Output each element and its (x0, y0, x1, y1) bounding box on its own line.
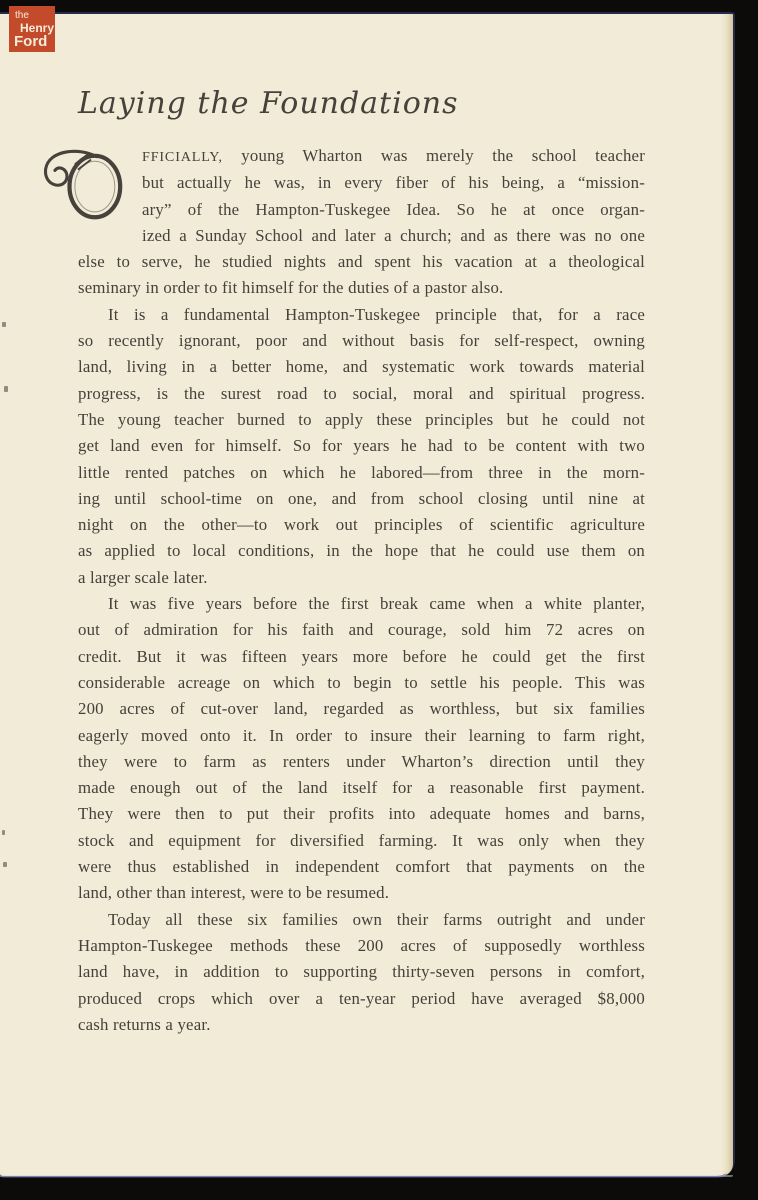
text-line: cash returns a year. (78, 1014, 211, 1034)
text-line: eagerly moved onto it. In order to insure their learning to farm right, (78, 725, 645, 745)
page-title: Laying the Foundations (78, 86, 459, 121)
text-line: land, other than interest, were to be resumed. (78, 883, 390, 903)
text-line: The young teacher burned to apply these principles but he could not (78, 409, 645, 429)
text-line: little rented patches on which he labored—from three in the morn- (78, 462, 645, 482)
text-line: progress, is the surest road to social, moral and spiritual progress. (78, 383, 645, 403)
text-line: Today all these six families own their farms outright and under (108, 909, 645, 929)
text-line: ing until school-time on one, and from school closing until nine at (78, 488, 645, 508)
text-line: It was five years before the first break came when a white planter, (108, 594, 645, 614)
text-line: FFICIALLY, young Wharton was merely the school teacher (142, 146, 645, 165)
henry-ford-logo (9, 6, 55, 52)
logo-word-ford: Ford (14, 33, 48, 50)
text-line: stock and equipment for diversified farming. It was only when they (78, 830, 645, 850)
paragraph (78, 907, 645, 1038)
text-line: considerable acreage on which to begin to settle his people. This was (78, 672, 645, 692)
lead-word: FFICIALLY, (142, 149, 223, 165)
logo-word-henry: Henry (20, 21, 55, 35)
text-line: but actually he was, in every fiber of his being, a “mission- (142, 173, 645, 193)
text-line: night on the other—to work out principles of scientific agriculture (78, 515, 645, 535)
page-body (78, 143, 645, 1038)
text-line: It is a fundamental Hampton-Tuskegee principle that, for a race (108, 304, 645, 324)
text-line: land, living in a better home, and systematic work towards material (78, 357, 645, 377)
paragraph (78, 302, 645, 591)
text-line: else to serve, he studied nights and spent his vacation at a theological (78, 252, 645, 272)
text-line: a larger scale later. (78, 567, 208, 587)
logo-word-the: the (15, 10, 29, 21)
text-line: ary” of the Hampton-Tuskegee Idea. So he at once organ- (142, 199, 645, 219)
drop-cap-initial-o (38, 146, 134, 224)
text-line: 200 acres of cut-over land, regarded as worthless, but six families (78, 699, 645, 719)
scan-speck (4, 386, 8, 392)
paragraph (78, 143, 645, 302)
text-line: credit. But it was fifteen years more before he could get the first (78, 646, 645, 666)
text-line: seminary in order to fit himself for the duties of a pastor also. (78, 278, 504, 298)
scan-speck (3, 862, 7, 867)
text-line: as applied to local conditions, in the hope that he could use them on (78, 541, 645, 561)
paragraph (78, 591, 645, 907)
text-line: so recently ignorant, poor and without basis for self-respect, owning (78, 331, 645, 351)
text-line: get land even for himself. So for years he had to be content with two (78, 436, 645, 456)
text-line: They were then to put their profits into adequate homes and barns, (78, 804, 645, 824)
text-line: land have, in addition to supporting thirty-seven persons in comfort, (78, 962, 645, 982)
text-line: out of admiration for his faith and courage, sold him 72 acres on (78, 620, 645, 640)
text-line: made enough out of the land itself for a reasonable first payment. (78, 778, 645, 798)
text-line: they were to farm as renters under Wharton’s direction until they (78, 751, 645, 771)
scan-speck (2, 830, 5, 835)
text-line: ized a Sunday School and later a church; and as there was no one (142, 225, 645, 245)
scan-speck (2, 322, 6, 327)
text-line: were thus established in independent comfort that payments on the (78, 857, 645, 877)
text-line: Hampton-Tuskegee methods these 200 acres of supposedly worthless (78, 935, 645, 955)
text-line: produced crops which over a ten-year period have averaged $8,000 (78, 988, 645, 1008)
